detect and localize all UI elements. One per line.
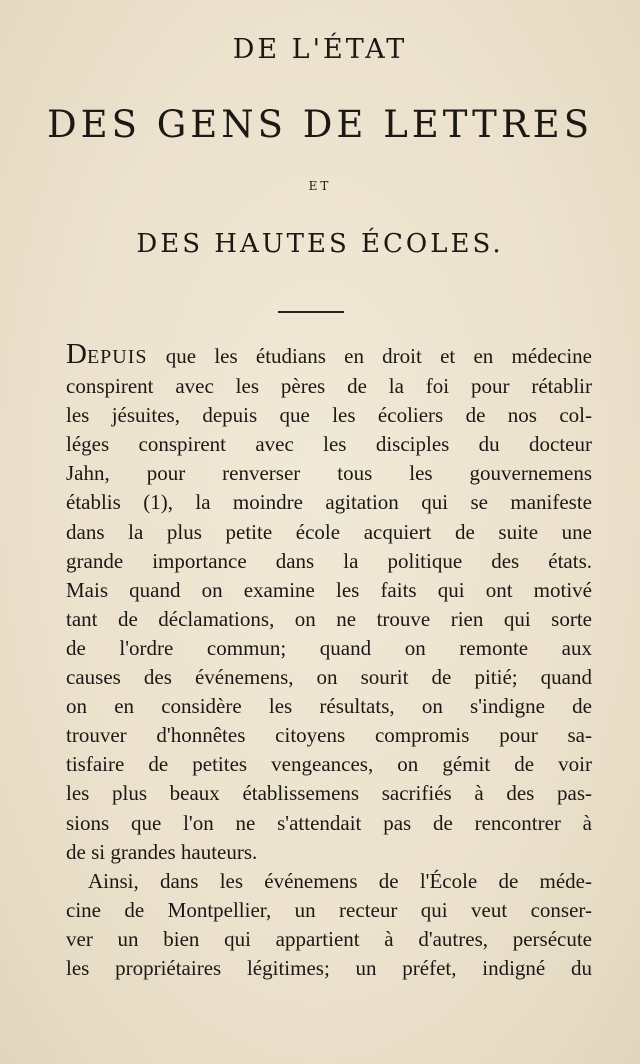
- text-line: sions que l'on ne s'attendait pas de rencontrer à: [66, 810, 592, 835]
- text-line: les jésuites, depuis que les écoliers de nos col-: [66, 403, 592, 428]
- text-line: de si grandes hauteurs.: [66, 839, 258, 864]
- text-line: grande importance dans la politique des états.: [66, 548, 592, 573]
- first-line-text: que les étudians en droit et en médecine: [147, 344, 592, 368]
- text-line: conspirent avec les pères de la foi pour rétablir: [66, 374, 592, 399]
- text-line: les propriétaires légitimes; un préfet, indigné du: [66, 955, 592, 980]
- body-text: [66, 340, 592, 983]
- text-line: Mais quand on examine les faits qui ont motivé: [66, 577, 592, 602]
- text-line: établis (1), la moindre agitation qui se manifeste: [66, 490, 592, 515]
- title-line-1: DE L'ÉTAT: [232, 34, 408, 65]
- text-line: cine de Montpellier, un recteur qui veut conser-: [66, 897, 592, 922]
- text-line: léges conspirent avec les disciples du docteur: [66, 432, 592, 457]
- text-line: Jahn, pour renverser tous les gouvernemens: [66, 461, 592, 486]
- text-line: tant de déclamations, on ne trouve rien qui sorte: [66, 606, 592, 631]
- text-line: on en considère les résultats, on s'indigne de: [66, 694, 592, 719]
- small-caps-word: EPUIS: [86, 346, 148, 368]
- drop-cap: D: [66, 338, 87, 370]
- text-line: causes des événemens, on sourit de pitié; quand: [66, 665, 592, 690]
- text-line: tisfaire de petites vengeances, on gémit de voir: [66, 752, 592, 777]
- section-divider: [278, 311, 344, 313]
- paragraph-1-first-line: [66, 340, 592, 372]
- paragraph-2-first-line: Ainsi, dans les événemens de l'École de méde-: [88, 868, 592, 893]
- title-line-4: DES HAUTES ÉCOLES.: [136, 229, 504, 259]
- title-line-3: ET: [308, 179, 332, 193]
- text-line: les plus beaux établissemens sacrifiés à des pas-: [66, 781, 592, 806]
- text-line: de l'ordre commun; quand on remonte aux: [66, 635, 592, 660]
- text-line: ver un bien qui appartient à d'autres, persécute: [66, 926, 592, 951]
- title-line-2: DES GENS DE LETTRES: [46, 103, 594, 146]
- text-line: trouver d'honnêtes citoyens compromis pour sa-: [66, 723, 592, 748]
- text-line: dans la plus petite école acquiert de suite une: [66, 519, 592, 544]
